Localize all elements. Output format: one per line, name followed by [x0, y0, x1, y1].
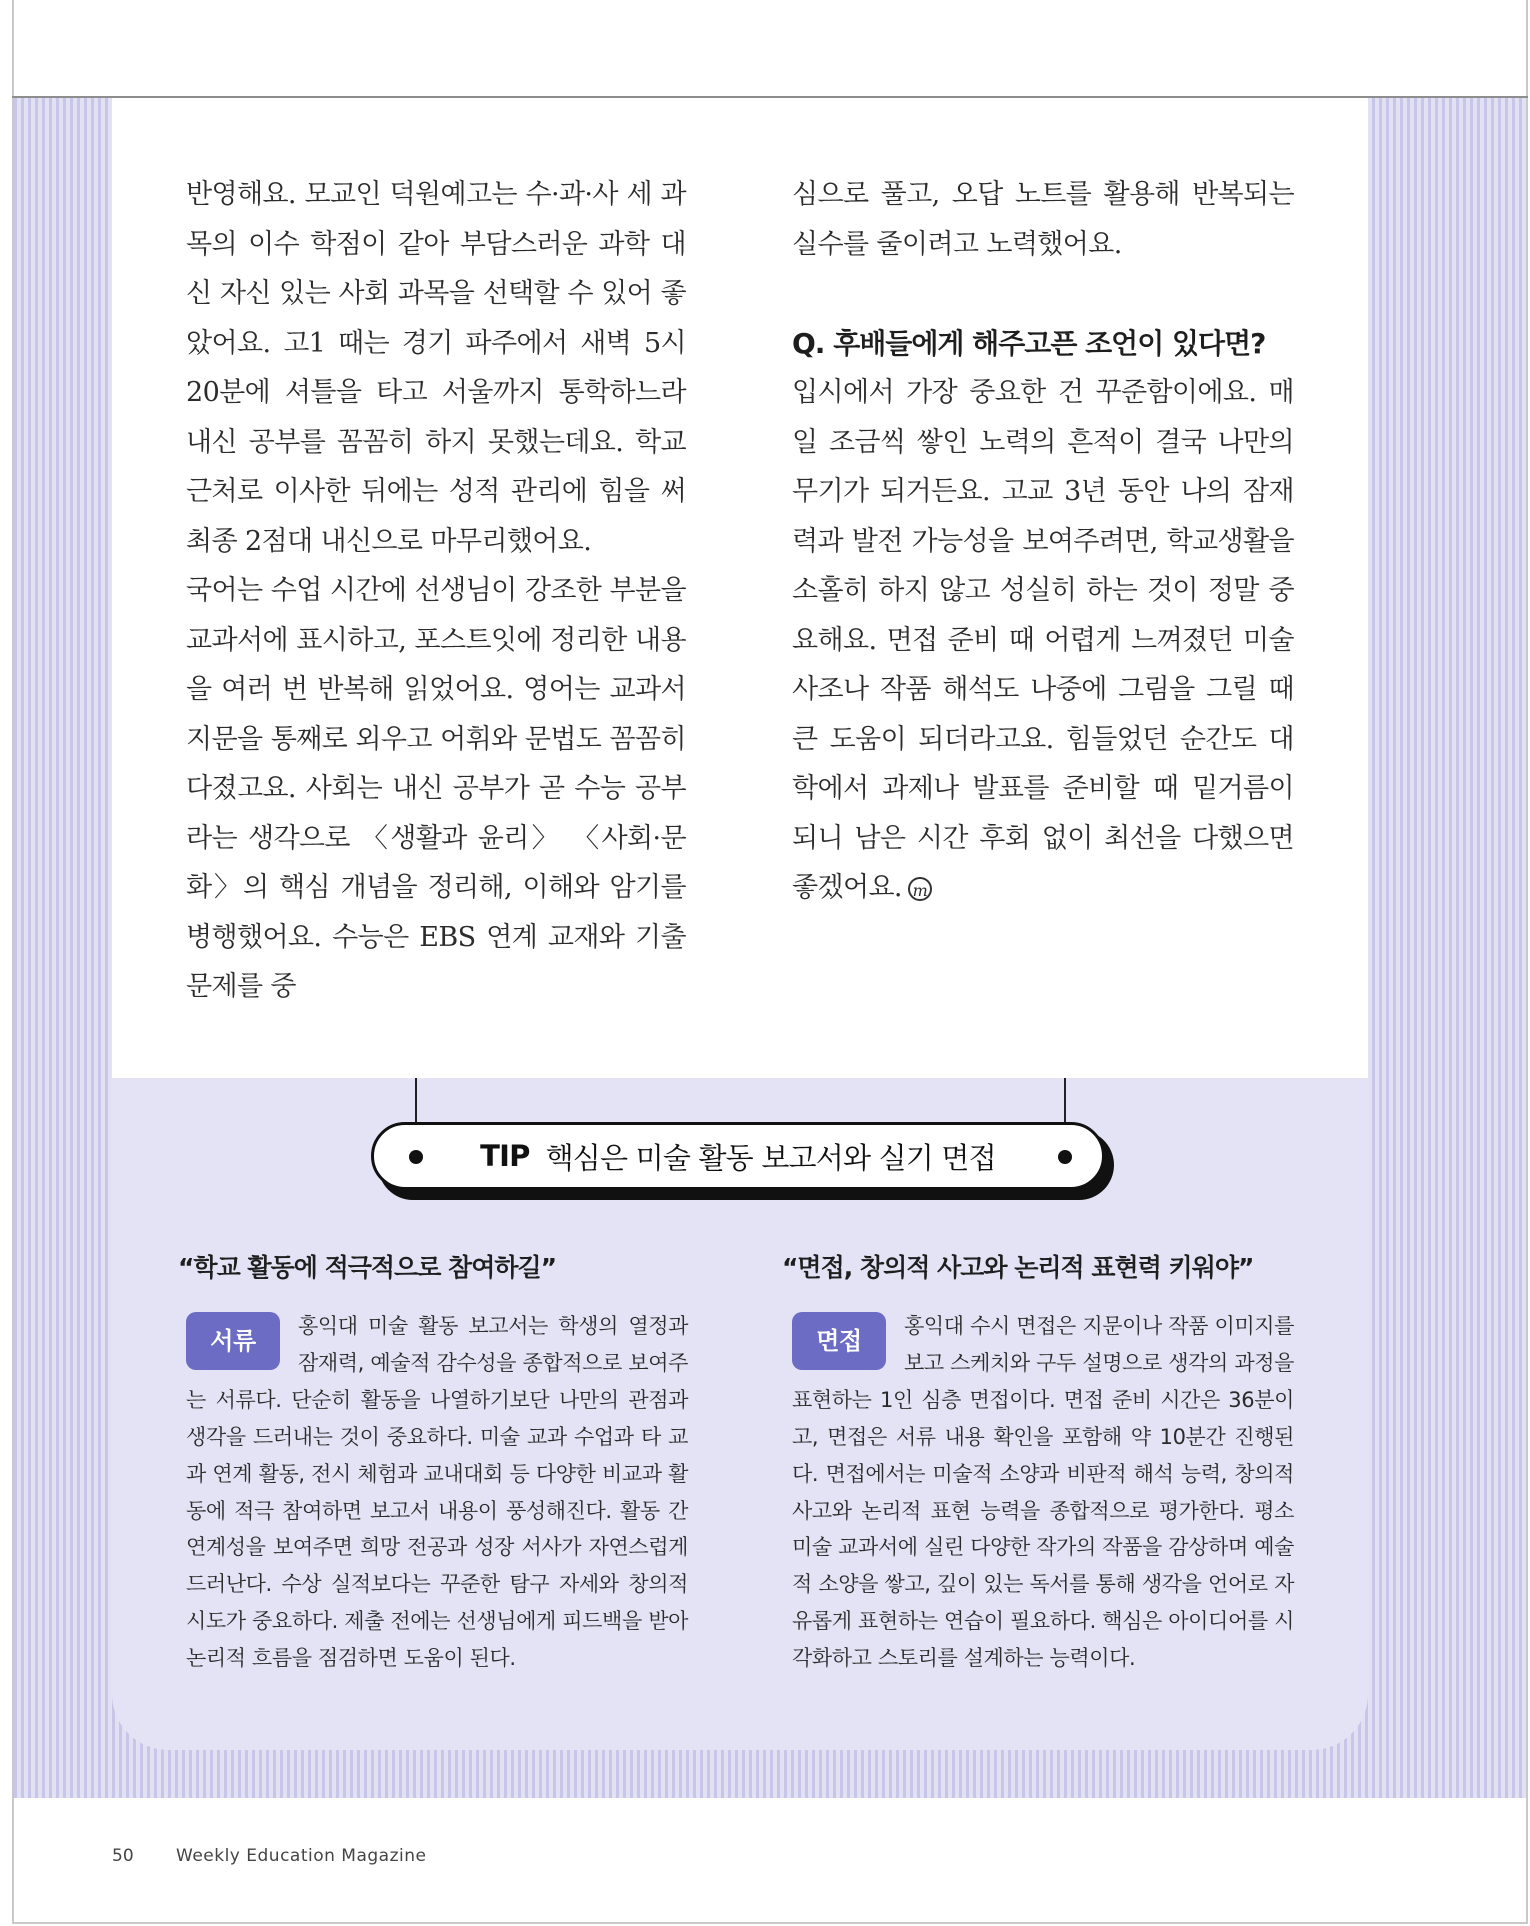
tip-right-column — [792, 1308, 1294, 1677]
magazine-name: Weekly Education Magazine — [176, 1846, 427, 1866]
tip-left-body: 홍익대 미술 활동 보고서는 학생의 열정과 잠재력, 예술적 감수성을 종합적으로 보여주는 서류다. 단순히 활동을 나열하기보단 나만의 관점과 생각을 드러내는 것이 중요하다. 미술 교과 수업과 타 교과 연계 활동, 전시 체험과 교내대회 등 다양한 비교과 활동에 적극 참여하면 보고서 내용이 풍성해진다. 활동 간 연계성을 보여주면 희망 전공과 성장 서사가 자연스럽게 드러난다. 수상 실적보다는 꾸준한 탐구 자세와 창의적 시도가 중요하다. 제출 전에는 선생님에게 피드백을 받아 논리적 흐름을 점검하면 도움이 된다. — [186, 1314, 688, 1671]
article-paragraph: 심으로 풀고, 오답 노트를 활용해 반복되는 실수를 줄이려고 노력했어요. — [792, 179, 1294, 260]
tip-left-column — [186, 1308, 688, 1677]
article-right-column — [792, 170, 1294, 913]
answer-text: 입시에서 가장 중요한 건 꾸준함이에요. 매일 조금씩 쌓인 노력의 흔적이 결국 나만의 무기가 되거든요. 고교 3년 동안 나의 잠재력과 발전 가능성을 보여주려면, 학교생활을 소홀히 하지 않고 성실히 하는 것이 정말 중요해요. 면접 준비 때 어렵게 느껴졌던 미술 사조나 작품 해석도 나중에 그림을 그릴 때 큰 도움이 되더라고요. 힘들었던 순간도 대학에서 과제나 발표를 준비할 때 밑거름이 되니 남은 시간 후회 없이 최선을 다했으면 좋겠어요. — [792, 377, 1294, 903]
question-heading: Q. 후배들에게 해주고픈 조언이 있다면? — [792, 326, 1266, 360]
end-mark-icon: m — [908, 877, 932, 901]
answer-paragraph — [792, 368, 1294, 913]
documents-badge: 서류 — [186, 1312, 280, 1370]
tip-label: TIP — [480, 1139, 530, 1173]
tip-right-heading: “면접, 창의적 사고와 논리적 표현력 키워야” — [782, 1253, 1254, 1282]
banner-dot-left — [409, 1150, 423, 1164]
page-number: 50 — [112, 1846, 134, 1866]
tip-banner — [371, 1122, 1105, 1190]
tip-right-body: 홍익대 수시 면접은 지문이나 작품 이미지를 보고 스케치와 구두 설명으로 생각의 과정을 표현하는 1인 심층 면접이다. 면접 준비 시간은 36분이고, 면접은 서류 내용 확인을 포함해 약 10분간 진행된다. 면접에서는 미술적 소양과 비판적 해석 능력, 창의적 사고와 논리적 표현 능력을 종합적으로 평가한다. 평소 미술 교과서에 실린 다양한 작가의 작품을 감상하며 예술적 소양을 쌓고, 깊이 있는 독서를 통해 생각을 언어로 자유롭게 표현하는 연습이 필요하다. 핵심은 아이디어를 시각화하고 스토리를 설계하는 능력이다. — [792, 1314, 1294, 1671]
tip-left-heading: “학교 활동에 적극적으로 참여하길” — [178, 1253, 557, 1282]
article-left-column — [186, 170, 686, 1012]
article-paragraph: 국어는 수업 시간에 선생님이 강조한 부분을 교과서에 표시하고, 포스트잇에 정리한 내용을 여러 번 반복해 읽었어요. 영어는 교과서 지문을 통째로 외우고 어휘와 문법도 꼼꼼히 다졌고요. 사회는 내신 공부가 곧 수능 공부라는 생각으로 〈생활과 윤리〉 〈사회·문화〉의 핵심 개념을 정리해, 이해와 암기를 병행했어요. 수능은 EBS 연계 교재와 기출문제를 중 — [186, 575, 686, 1002]
article-paragraph: 반영해요. 모교인 덕원예고는 수·과·사 세 과목의 이수 학점이 같아 부담스러운 과학 대신 자신 있는 사회 과목을 선택할 수 있어 좋았어요. 고1 때는 경기 파주에서 새벽 5시 20분에 셔틀을 타고 서울까지 통학하느라 내신 공부를 꼼꼼히 하지 못했는데요. 학교 근처로 이사한 뒤에는 성적 관리에 힘을 써 최종 2점대 내신으로 마무리했어요. — [186, 179, 686, 557]
tip-title: 핵심은 미술 활동 보고서와 실기 면접 — [545, 1140, 996, 1175]
banner-dot-right — [1058, 1150, 1072, 1164]
interview-badge: 면접 — [792, 1312, 886, 1370]
